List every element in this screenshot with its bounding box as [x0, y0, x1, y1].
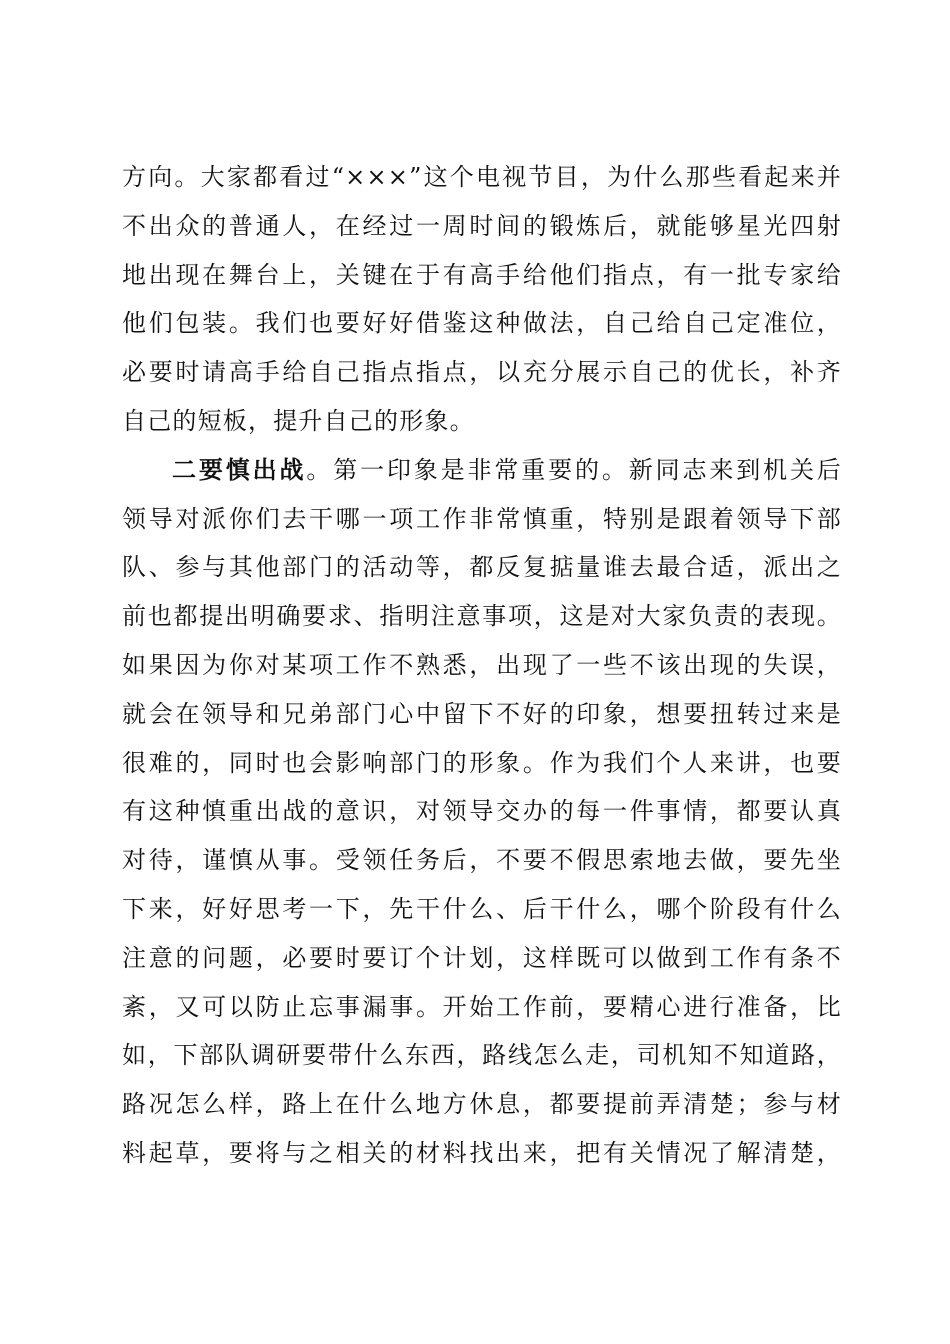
text-line: 很难的，同时也会影响部门的形象。作为我们个人来讲，也要 [122, 748, 842, 777]
text-line: 不出众的普通人，在经过一周时间的锻炼后，就能够星光四射 [122, 211, 842, 240]
text-line: 如果因为你对某项工作不熟悉，出现了一些不该出现的失误， [122, 650, 842, 679]
text-line: 下来，好好思考一下，先干什么、后干什么，哪个阶段有什么 [122, 894, 842, 923]
section-lead: 二要慎出战 [172, 454, 307, 484]
text-line: 路况怎么样，路上在什么地方休息，都要提前弄清楚；参与材 [122, 1090, 842, 1119]
text-line: 有这种慎重出战的意识，对领导交办的每一件事情，都要认真 [122, 797, 842, 826]
text-line: 必要时请高手给自己指点指点，以充分展示自己的优长，补齐 [122, 358, 842, 387]
text-line: 方向。大家都看过“×××”这个电视节目，为什么那些看起来并 [122, 163, 842, 191]
text-line: 注意的问题，必要时要订个计划，这样既可以做到工作有条不 [122, 943, 842, 972]
text-line: 队、参与其他部门的活动等，都反复掂量谁去最合适，派出之 [122, 553, 842, 582]
text-line: 紊，又可以防止忘事漏事。开始工作前，要精心进行准备，比 [122, 992, 842, 1021]
text-line: 就会在领导和兄弟部门心中留下不好的印象，想要扭转过来是 [122, 699, 842, 728]
text-run: 。第一印象是非常重要的。新同志来到机关后 [306, 455, 843, 484]
text-line: 对待，谨慎从事。受领任务后，不要不假思索地去做，要先坐 [122, 846, 842, 875]
text-line: 如，下部队调研要带什么东西，路线怎么走，司机知不知道路， [122, 1041, 842, 1070]
text-line: 前也都提出明确要求、指明注意事项，这是对大家负责的表现。 [122, 602, 842, 631]
paragraph-2 [122, 446, 842, 1178]
paragraph-2-first-line [122, 446, 842, 495]
paragraph-1 [122, 153, 842, 446]
text-line: 领导对派你们去干哪一项工作非常慎重，特别是跟着领导下部 [122, 504, 842, 533]
text-line: 他们包装。我们也要好好借鉴这种做法，自己给自己定准位， [122, 309, 842, 338]
text-line: 自己的短板，提升自己的形象。 [122, 406, 475, 435]
text-line: 地出现在舞台上，关键在于有高手给他们指点，有一批专家给 [122, 260, 842, 289]
body-text [122, 153, 842, 1178]
text-line: 料起草，要将与之相关的材料找出来，把有关情况了解清楚， [122, 1138, 842, 1167]
